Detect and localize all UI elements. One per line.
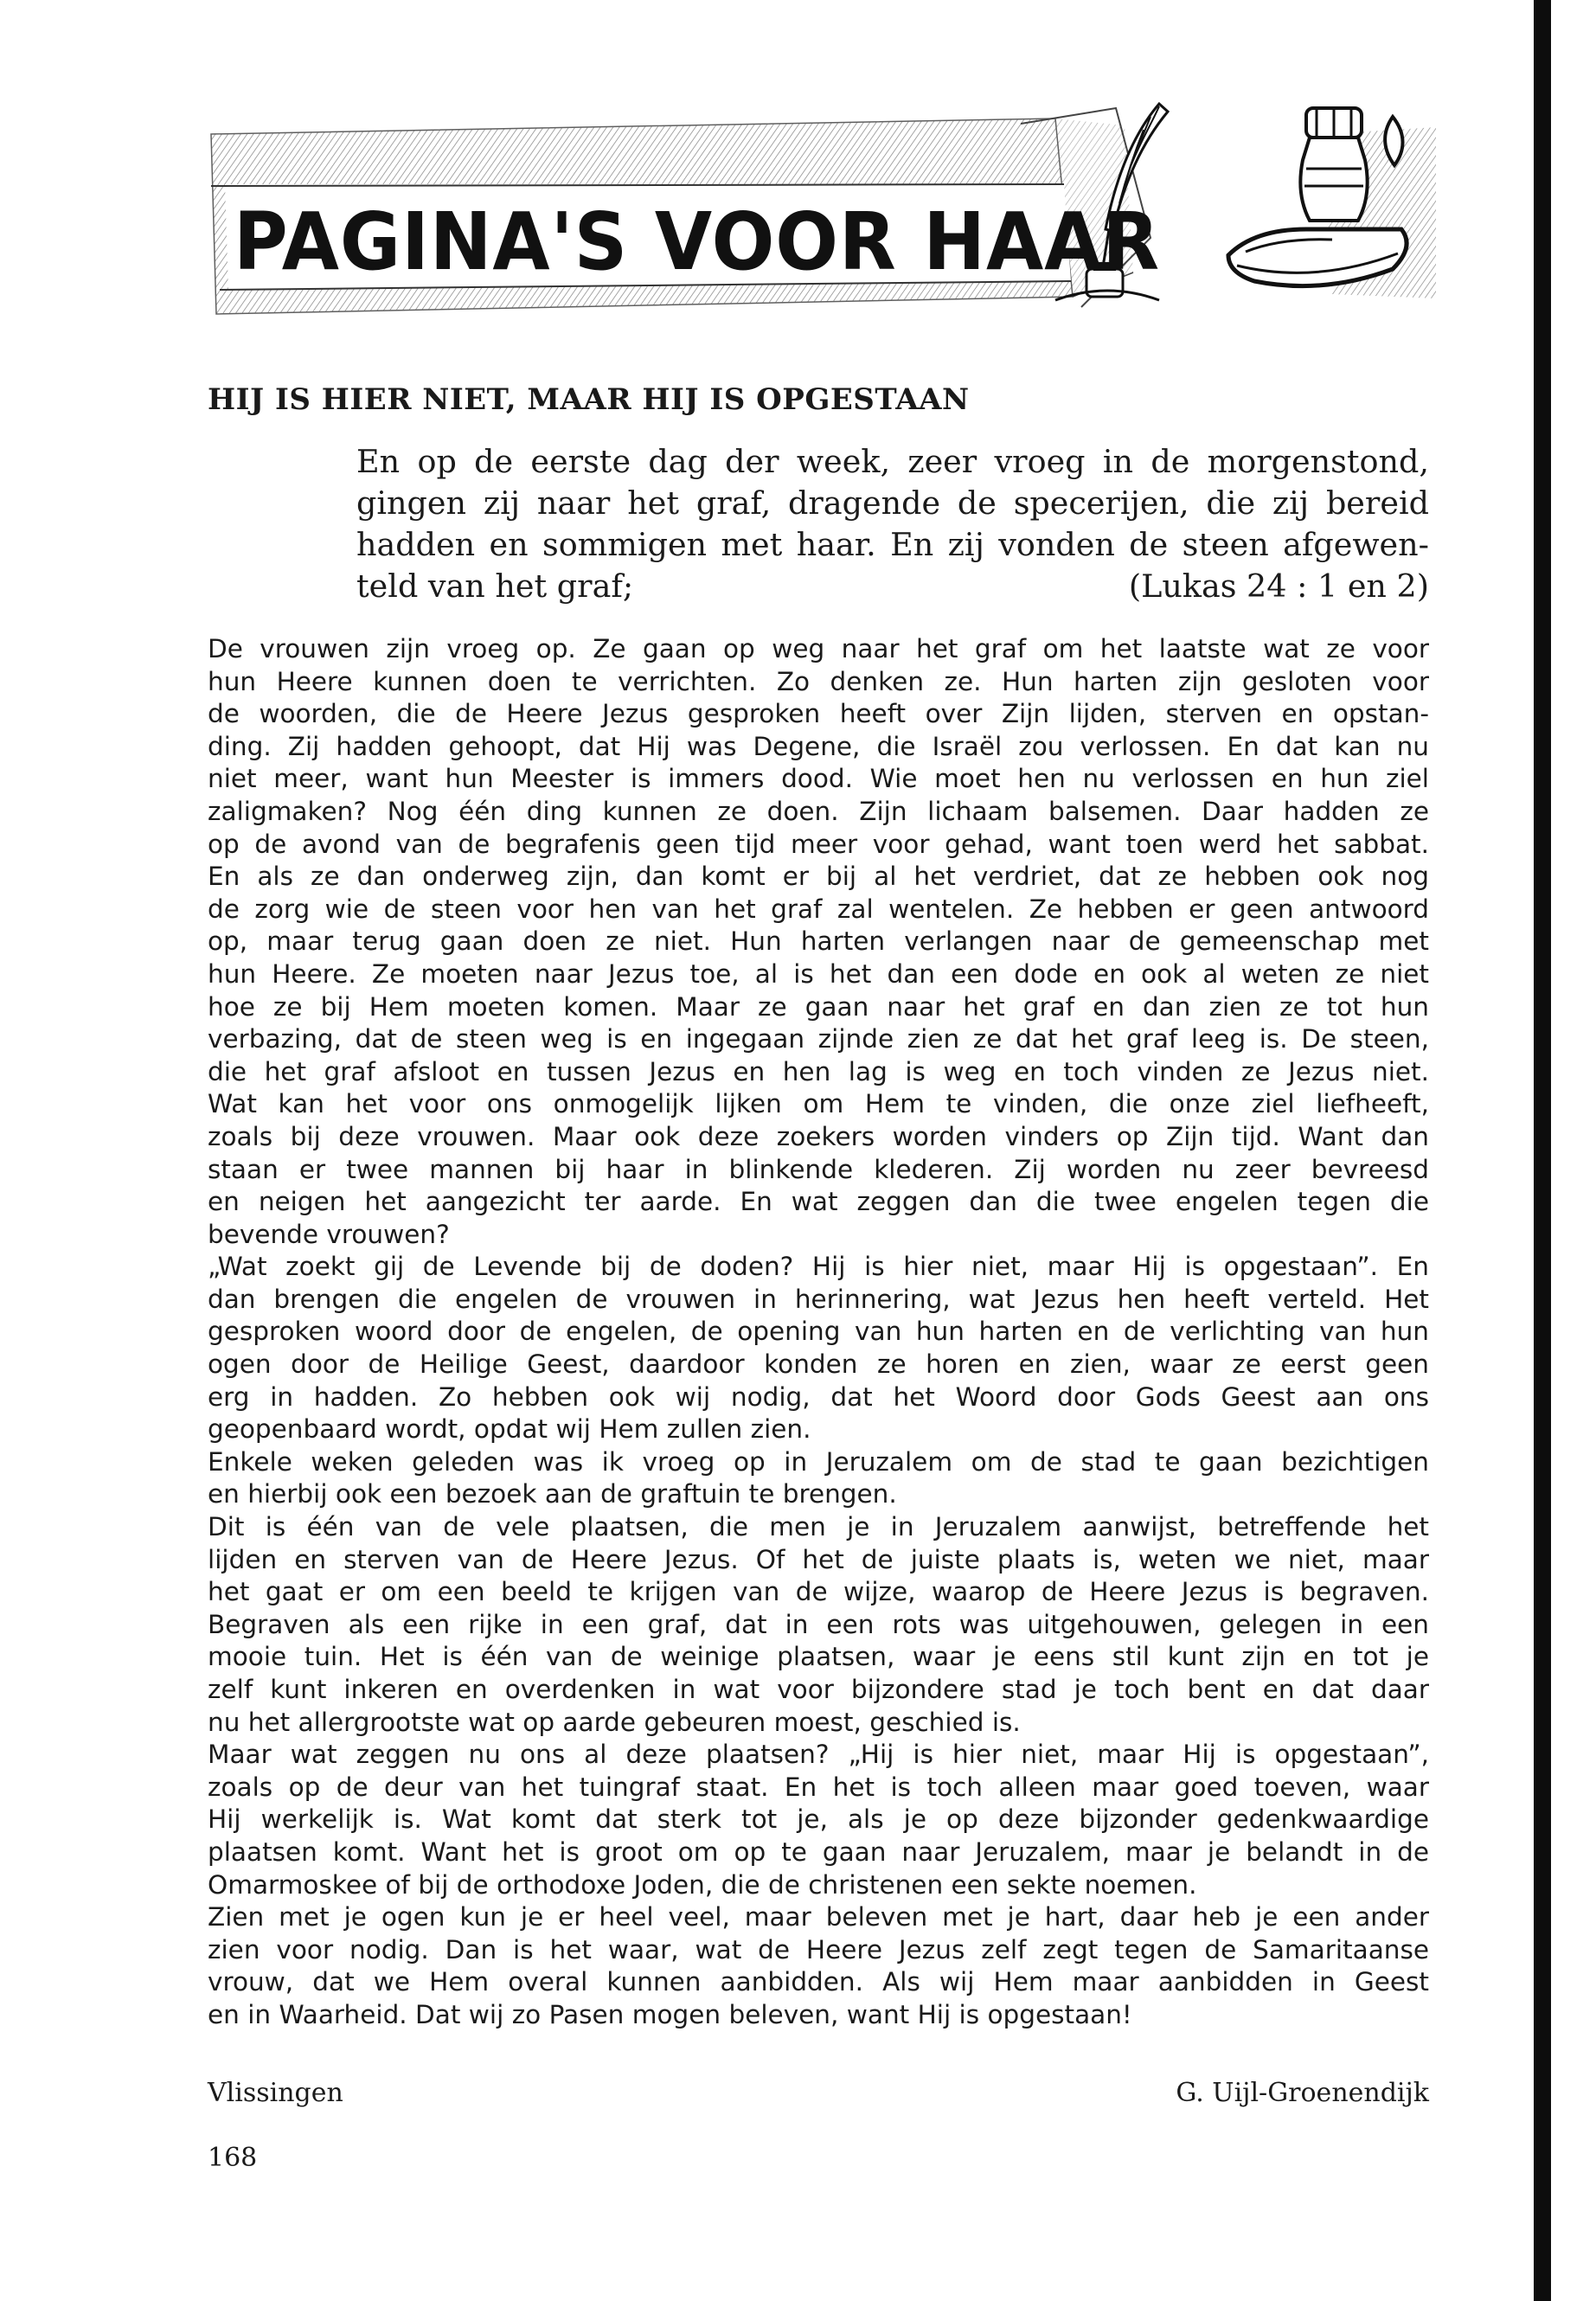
body-line: lijden en sterven van de Heere Jezus. Of het de juiste plaats is, weten we niet, maar [208,1544,1429,1574]
scan-edge-bar [1534,0,1551,2301]
banner-title: PAGINA'S VOOR HAAR [234,195,1161,288]
body-line: niet meer, want hun Meester is immers dood. Wie moet hen nu verlossen en hun ziel [208,764,1429,794]
body-line: het gaat er om een beeld te krijgen van de wijze, waarop de Heere Jezus is begraven. [208,1577,1429,1607]
article-author: G. Uijl-Groenendijk [1176,2078,1429,2108]
body-line: De vrouwen zijn vroeg op. Ze gaan op weg naar het graf om het laatste wat ze voor [208,634,1429,663]
body-line: Begraven als een rijke in een graf, dat in een rots was uitgehouwen, gelegen in een [208,1609,1429,1639]
body-line: Enkele weken geleden was ik vroeg op in Jeruzalem om de stad te gaan bezichtigen [208,1446,1429,1477]
body-line: die het graf afsloot en tussen Jezus en hen lag is weg en toch vinden ze Jezus niet. [208,1056,1429,1086]
body-line: zelf kunt inkeren en overdenken in wat voor bijzondere stad je toch bent en dat daar [208,1675,1429,1704]
verse-line: teld van het graf; [356,567,634,605]
article-place: Vlissingen [208,2078,343,2108]
body-line: En als ze dan onderweg zijn, dan komt er bij al het verdriet, dat ze hebben ook nog [208,862,1429,892]
body-line: op, maar terug gaan doen ze niet. Hun harten verlangen naar de gemeenschap met [208,926,1429,957]
body-line: mooie tuin. Het is één van de weinige plaatsen, waar je eens stil kunt zijn en tot je [208,1642,1429,1672]
body-line: Zien met je ogen kun je er heel veel, maar beleven met je hart, daar heb je een ander [208,1902,1429,1932]
body-line: ding. Zij hadden gehoopt, dat Hij was Degene, die Israël zou verlossen. En dat kan nu [208,731,1429,761]
body-line: ogen door de Heilige Geest, daardoor konden ze horen en zien, waar ze eerst geen [208,1349,1429,1380]
body-line: op de avond van de begrafenis geen tijd meer voor gehad, want toen werd het sabbat. [208,829,1429,859]
body-line: hun Heere kunnen doen te verrichten. Zo denken ze. Hun harten zijn gesloten voor [208,666,1429,696]
body-line: en neigen het aangezicht ter aarde. En wat zeggen dan die twee engelen tegen die [208,1187,1429,1217]
body-line: hun Heere. Ze moeten naar Jezus toe, al is het dan een dode en ook al weten ze niet [208,958,1429,989]
body-line: bevende vrouwen? [208,1219,450,1249]
body-line: zoals bij deze vrouwen. Maar ook deze zoekers worden vinders op Zijn tijd. Want dan [208,1121,1429,1151]
verse-line: hadden en sommigen met haar. En zij vonden de steen afgewen- [356,526,1429,563]
page-number: 168 [208,2143,258,2173]
verse-line-last [356,566,1429,607]
body-line: zien voor nodig. Dan is het waar, wat de Heere Jezus zelf zegt tegen de Samaritaanse [208,1934,1429,1965]
body-line: erg in hadden. Zo hebben ook wij nodig, dat het Woord door Gods Geest aan ons [208,1381,1429,1412]
body-line: Omarmoskee of bij de orthodoxe Joden, die de christenen een sekte noemen. [208,1869,1197,1900]
body-line: plaatsen komt. Want het is groot om op te gaan naar Jeruzalem, maar je belandt in de [208,1836,1429,1867]
body-line: de zorg wie de steen voor hen van het graf zal wentelen. Ze hebben er geen antwoord [208,894,1429,924]
verse-line: En op de eerste dag der week, zeer vroeg in de morgenstond, [356,443,1429,480]
body-line: en in Waarheid. Dat wij zo Pasen mogen beleven, want Hij is opgestaan! [208,1999,1132,2029]
body-line: „Wat zoekt gij de Levende bij de doden? Hij is hier niet, maar Hij is opgestaan”. En [208,1252,1429,1282]
body-line: geopenbaard wordt, opdat wij Hem zullen zien. [208,1414,811,1445]
bible-verse [356,441,1429,607]
body-line: zoals op de deur van het tuingraf staat. En het is toch alleen maar goed toeven, waar [208,1772,1429,1802]
verse-reference: (Lukas 24 : 1 en 2) [1128,567,1429,605]
body-line: staan er twee mannen bij haar in blinkende klederen. Zij worden nu zeer bevreesd [208,1154,1429,1184]
article-heading: HIJ IS HIER NIET, MAAR HIJ IS OPGESTAAN [208,382,970,417]
body-line: Maar wat zeggen nu ons al deze plaatsen? „Hij is hier niet, maar Hij is opgestaan”, [208,1740,1429,1770]
body-line: de woorden, die de Heere Jezus gesproken heeft over Zijn lijden, sterven en opstan- [208,699,1429,729]
body-line: Dit is één van de vele plaatsen, die men je in Jeruzalem aanwijst, betreffende het [208,1512,1429,1542]
oil-lamp-and-jar-icon [1220,99,1419,307]
body-line: vrouw, dat we Hem overal kunnen aanbidden. Als wij Hem maar aanbidden in Geest [208,1967,1429,1997]
body-line: hoe ze bij Hem moeten komen. Maar ze gaan naar het graf en dan zien ze tot hun [208,991,1429,1022]
body-line: en hierbij ook een bezoek aan de graftuin te brengen. [208,1479,897,1509]
body-line: Wat kan het voor ons onmogelijk lijken om Hem te vinden, die onze ziel liefheeft, [208,1089,1429,1119]
verse-line: gingen zij naar het graf, dragende de specerijen, die zij bereid [356,484,1429,522]
section-banner [208,99,1436,316]
body-line: gesproken woord door de engelen, de opening van hun harten en de verlichting van hun [208,1317,1429,1347]
body-line: dan brengen die engelen de vrouwen in herinnering, wat Jezus hen heeft verteld. Het [208,1284,1429,1314]
body-line: Hij werkelijk is. Wat komt dat sterk tot je, als je op deze bijzonder gedenkwaardige [208,1804,1429,1835]
body-line: zaligmaken? Nog één ding kunnen ze doen. Zijn lichaam balsemen. Daar hadden ze [208,796,1429,826]
body-line: verbazing, dat de steen weg is en ingegaan zijnde zien ze dat het graf leeg is. De steen, [208,1024,1429,1054]
body-line: nu het allergrootste wat op aarde gebeuren moest, geschied is. [208,1707,1021,1737]
article-body [208,633,1429,2032]
